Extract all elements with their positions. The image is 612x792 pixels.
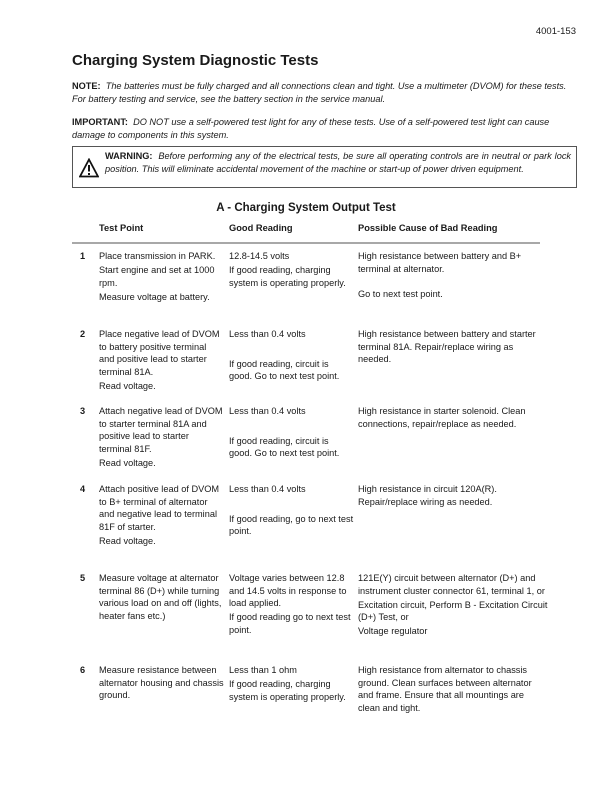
warning-text: Before performing any of the electrical tests, be sure all operating controls are in neutral or park lock position. This will eliminate accidental movement of the machine or start-up of power driven equipment. [105,151,572,174]
column-header-good-reading: Good Reading [229,223,293,233]
good-reading-cell [229,250,354,291]
cell-text: If good reading, charging system is operating properly. [229,679,346,702]
warning-text-block [105,150,571,175]
bad-reading-cell [358,405,548,432]
column-header-bad-reading: Possible Cause of Bad Reading [358,223,498,233]
row-number: 2 [80,329,86,339]
good-reading-cell [229,483,354,539]
cell-text: Attach positive lead of DVOM to B+ terminal of alternator and negative lead to terminal 81F of starter. [99,484,220,532]
cell-text: Less than 0.4 volts [229,406,306,416]
bad-reading-cell [358,572,548,639]
cell-text: Voltage varies between 12.8 and 14.5 volts in response to load applied. [229,573,347,608]
good-reading-cell [229,572,354,638]
cell-text: High resistance between battery and starter terminal 81A. Repair/replace wiring as needed. [358,329,536,364]
cell-text: Less than 0.4 volts [229,484,306,494]
cell-text: High resistance from alternator to chassis ground. Clean surfaces between alternator and frame. Ensure that all mountings are clean and tight. [358,665,532,713]
warning-label: WARNING: [105,151,153,161]
cell-text: Measure voltage at alternator terminal 86 (D+) while turning various load on and off (lights, heater fans etc.) [99,573,222,621]
cell-text: Read voltage. [99,535,156,546]
note-paragraph [72,80,577,106]
warning-box [72,146,577,188]
cell-text: Voltage regulator [358,626,428,636]
cell-text: Read voltage. [99,457,156,468]
section-title: A - Charging System Output Test [216,202,396,214]
row-number: 5 [80,573,86,583]
bad-reading-cell [358,483,548,510]
row-number: 1 [80,251,86,261]
bad-reading-cell [358,328,548,367]
test-point-cell [99,328,224,394]
test-point-cell [99,664,224,703]
cell-text: Start engine and set at 1000 rpm. [99,265,215,288]
page-number: 4001-153 [535,26,576,37]
row-number: 6 [80,665,86,675]
warning-triangle-icon [79,158,99,178]
cell-text: If good reading, charging system is operating properly. [229,265,346,288]
table-header [72,223,540,244]
bad-reading-cell [358,664,548,716]
important-text: DO NOT use a self-powered test light for any of these tests. Use of a self-powered test light can cause damage to components in this system. [72,117,550,140]
cell-text: Place negative lead of DVOM to battery positive terminal and positive lead to starter terminal 81A. [99,329,220,377]
test-point-cell [99,483,224,549]
test-point-cell [99,250,224,305]
row-number: 3 [80,406,86,416]
cell-text: If good reading go to next test point. [229,612,351,635]
cell-text: Less than 0.4 volts [229,329,306,339]
cell-text: Less than 1 ohm [229,665,297,675]
cell-text: Attach negative lead of DVOM to starter terminal 81A and positive lead to starter terminal 81F. [99,406,223,454]
page-title: Charging System Diagnostic Tests [72,52,319,69]
cell-text: If good reading, circuit is good. Go to next test point. [229,435,340,458]
good-reading-cell [229,664,354,705]
note-text: The batteries must be fully charged and all connections clean and tight. Use a multimeter (DVOM) for these tests. For battery testing and service, see the battery section in the service manual. [72,81,567,104]
note-label: NOTE: [72,81,101,91]
cell-text: High resistance in starter solenoid. Clean connections, repair/replace as needed. [358,406,526,429]
cell-text: Measure resistance between alternator housing and chassis ground. [99,665,224,700]
cell-text: Place transmission in PARK. [99,251,216,261]
cell-text: Go to next test point. [358,289,443,299]
test-point-cell [99,572,224,624]
bad-reading-cell [358,250,548,302]
important-label: IMPORTANT: [72,117,128,127]
good-reading-cell [229,328,354,384]
cell-text: If good reading, go to next test point. [229,513,354,536]
column-header-test-point: Test Point [99,223,144,233]
cell-text: High resistance between battery and B+ terminal at alternator. [358,251,522,274]
cell-text: 121E(Y) circuit between alternator (D+) and instrument cluster connector 61, terminal 1, or [358,573,545,596]
row-number: 4 [80,484,86,494]
cell-text: High resistance in circuit 120A(R). Repair/replace wiring as needed. [358,484,497,507]
cell-text: 12.8-14.5 volts [229,251,290,261]
cell-text: Read voltage. [99,380,156,391]
test-point-cell [99,405,224,471]
cell-text: Measure voltage at battery. [99,291,210,302]
good-reading-cell [229,405,354,461]
cell-text: If good reading, circuit is good. Go to next test point. [229,358,340,381]
cell-text: Excitation circuit, Perform B - Excitation Circuit (D+) Test, or [358,599,548,622]
important-paragraph [72,116,577,142]
